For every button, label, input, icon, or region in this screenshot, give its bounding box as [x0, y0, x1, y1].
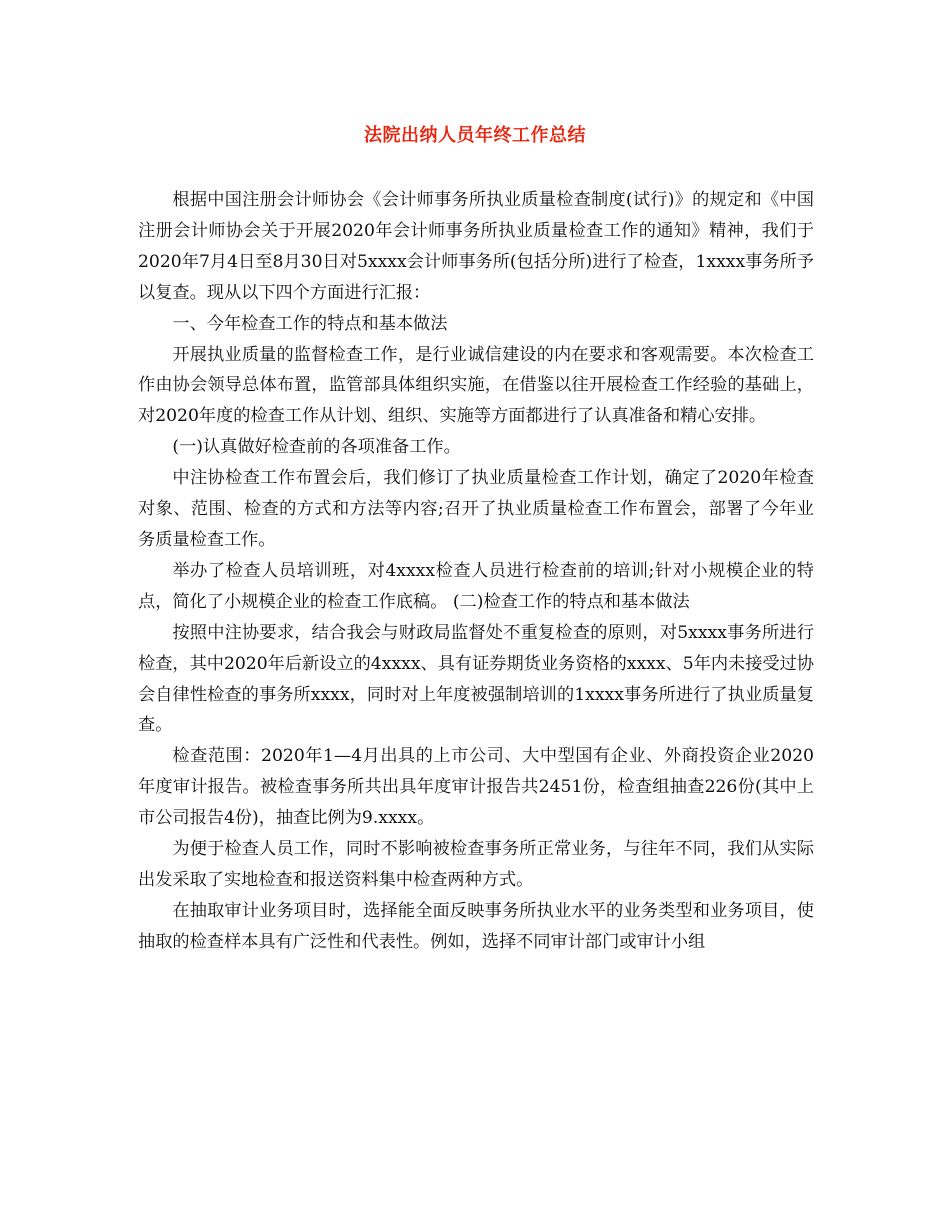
- paragraph: 检查范围：2020年1—4月出具的上市公司、大中型国有企业、外商投资企业2020年度审计报告。被检查事务所共出具年度审计报告共2451份，检查组抽查226份(其中上市公司报告4份)，抽查比例为9.xxxx。: [138, 746, 814, 829]
- paragraph: 根据中国注册会计师协会《会计师事务所执业质量检查制度(试行)》的规定和《中国注册会计师协会关于开展2020年会计师事务所执业质量检查工作的通知》精神，我们于2020年7月4日至8月30日对5xxxx会计师事务所(包括分所)进行了检查，1xxxx事务所予以复查。现从以下四个方面进行汇报：: [138, 190, 814, 303]
- document-title: 法院出纳人员年终工作总结: [364, 125, 586, 146]
- document-body: [138, 185, 814, 958]
- paragraph: 开展执业质量的监督检查工作，是行业诚信建设的内在要求和客观需要。本次检查工作由协会领导总体布置，监管部具体组织实施，在借鉴以往开展检查工作经验的基础上，对2020年度的检查工作从计划、组织、实施等方面都进行了认真准备和精心安排。: [138, 344, 814, 427]
- paragraph: 按照中注协要求，结合我会与财政局监督处不重复检查的原则，对5xxxx事务所进行检查，其中2020年后新设立的4xxxx、具有证券期货业务资格的xxxx、5年内未接受过协会自律性检查的事务所xxxx，同时对上年度被强制培训的1xxxx事务所进行了执业质量复查。: [138, 622, 814, 736]
- paragraph: 在抽取审计业务项目时，选择能全面反映事务所执业水平的业务类型和业务项目，使抽取的检查样本具有广泛性和代表性。例如，选择不同审计部门或审计小组: [138, 900, 814, 952]
- section-heading: 一、今年检查工作的特点和基本做法: [172, 313, 448, 334]
- subsection-heading: (一)认真做好检查前的各项准备工作。: [172, 437, 461, 458]
- paragraph: 中注协检查工作布置会后，我们修订了执业质量检查工作计划，确定了2020年检查对象、范围、检查的方式和方法等内容;召开了执业质量检查工作布置会，部署了今年业务质量检查工作。: [138, 468, 814, 550]
- paragraph: 举办了检查人员培训班，对4xxxx检查人员进行检查前的培训;针对小规模企业的特点，简化了小规模企业的检查工作底稿。 (二)检查工作的特点和基本做法: [138, 560, 814, 612]
- paragraph: 为便于检查人员工作，同时不影响被检查事务所正常业务，与往年不同，我们从实际出发采取了实地检查和报送资料集中检查两种方式。: [138, 839, 814, 890]
